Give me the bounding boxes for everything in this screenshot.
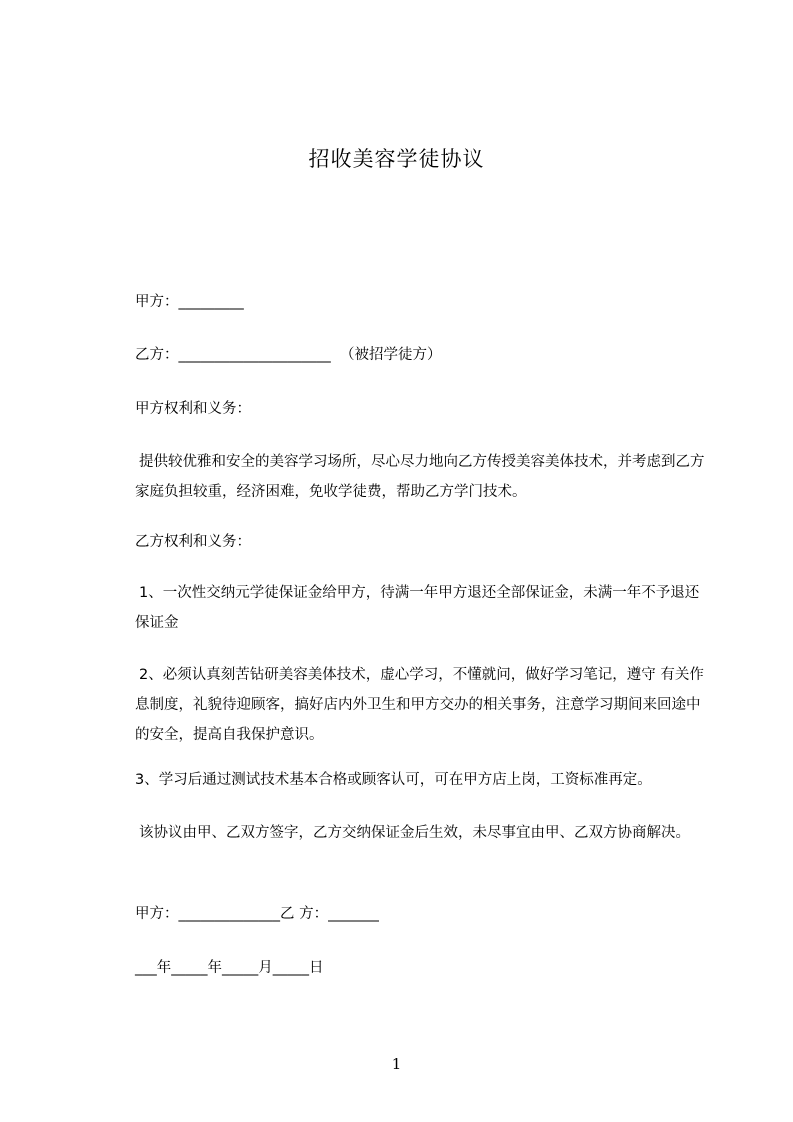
obligation-item-2: 2、必须认真刻苦钻研美容美体技术，虚心学习，不懂就问，做好学习笔记，遵守 有关作息制度，礼貌待迎顾客，搞好店内外卫生和甲方交办的相关事务，注意学习期间来回途中的安全，提高自我保护意识。 [135, 667, 704, 743]
obligation-item-1: 1、一次性交纳元学徒保证金给甲方，待满一年甲方退还全部保证金，未满一年不予退还保证金 [135, 585, 700, 631]
page-number: 1 [391, 1055, 402, 1073]
date-line: ___年_____年_____月_____日 [135, 960, 324, 976]
party-a-line: 甲方：_________ [135, 294, 244, 310]
party-a-rights-heading: 甲方权利和义务： [135, 401, 251, 417]
obligation-item-3: 3、学习后通过测试技术基本合格或顾客认可，可在甲方店上岗，工资标准再定。 [135, 772, 652, 788]
signature-line: 甲方：______________乙 方：_______ [135, 906, 379, 922]
document-title: 招收美容学徒协议 [308, 147, 485, 171]
party-a-rights-text: 提供较优雅和安全的美容学习场所，尽心尽力地向乙方传授美容美体技术，并考虑到乙方家庭负担较重，经济困难，免收学徒费，帮助乙方学门技术。 [135, 454, 705, 500]
party-b-line: 乙方：_____________________ （被招学徒方） [135, 347, 442, 363]
party-b-rights-heading: 乙方权利和义务： [135, 534, 251, 550]
closing-clause: 该协议由甲、乙双方签字，乙方交纳保证金后生效，未尽事宜由甲、乙双方协商解决。 [139, 825, 690, 841]
